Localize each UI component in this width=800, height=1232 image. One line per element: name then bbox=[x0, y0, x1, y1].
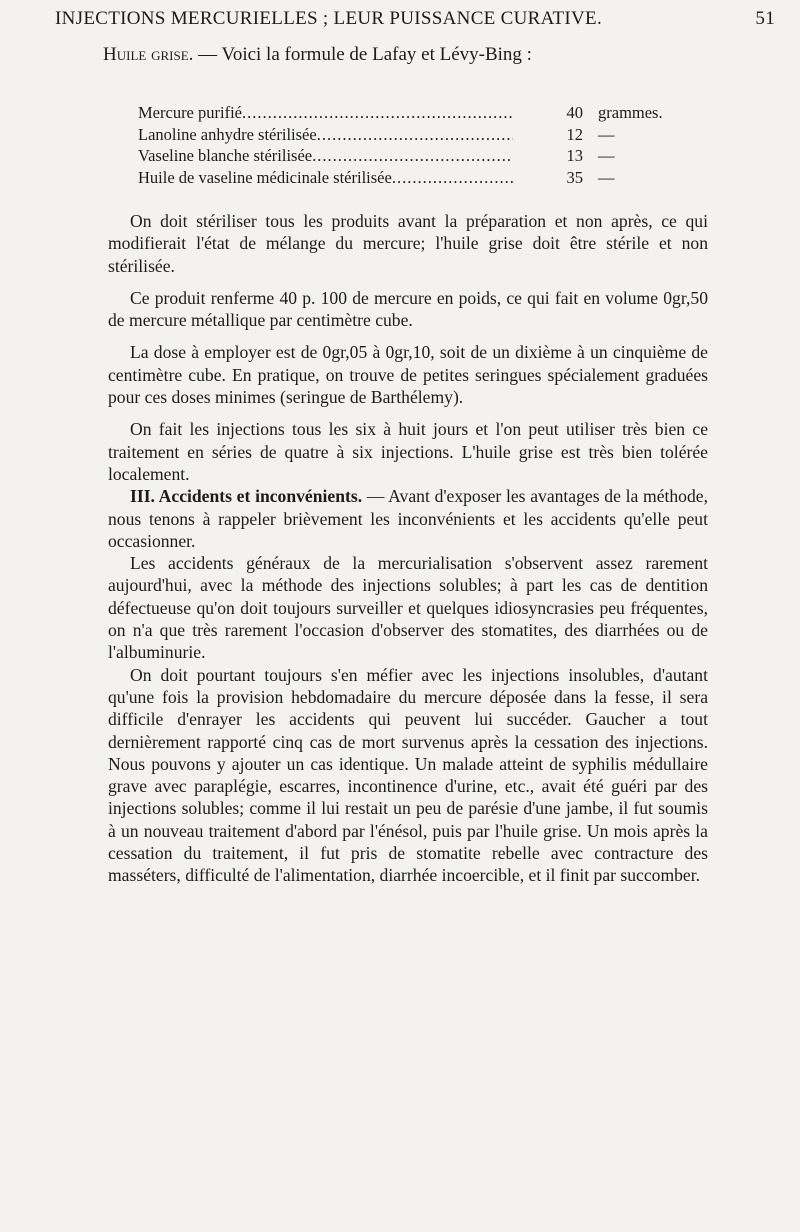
leader-dots bbox=[317, 124, 513, 146]
ingredient-quantity: 12 bbox=[566, 124, 583, 144]
body-text bbox=[108, 210, 708, 887]
paragraph: On fait les injections tous les six à huit jours et l'on peut utiliser très bien ce traitement en séries de quatre à six injections. L'huile grise est très bien tolérée localement. bbox=[108, 419, 708, 484]
paragraph: On doit stériliser tous les produits avant la préparation et non après, ce qui modifierait l'état de mélange du mercure; l'huile grise doit être stérile et non stérilisée. bbox=[108, 211, 708, 276]
formula-list bbox=[138, 102, 698, 188]
formula-row bbox=[138, 102, 698, 124]
ingredient-name: Vaseline blanche stérilisée bbox=[138, 146, 313, 165]
paragraph: On doit pourtant toujours s'en méfier avec les injections insolubles, d'autant qu'une fois la provision hebdomadaire du mercure déposée dans la fesse, il sera difficile d'enrayer les accidents qui peuvent lui succéder. Gaucher a tout dernièrement rapporté cinq cas de mort survenus après la cessation des injections. Nous pouvons y ajouter un cas identique. Un malade atteint de syphilis médullaire grave avec paraplégie, escarres, incontinence d'urine, etc., avait été guéri par des injections solubles; comme il lui restait un peu de parésie d'une jambe, il fut soumis à un nouveau traitement d'abord par l'énésol, puis par l'huile grise. Un mois après la cessation du traitement, il fut pris de stomatite rebelle avec contracture des masséters, difficulté de l'alimentation, diarrhée incoercible, et il finit par succomber. bbox=[108, 664, 708, 886]
paragraph: Ce produit renferme 40 p. 100 de mercure en poids, ce qui fait en volume 0gr,50 de mercure métallique par centimètre cube. bbox=[108, 287, 708, 331]
leader-dots bbox=[392, 167, 513, 189]
formula-intro bbox=[103, 44, 532, 66]
formula-row bbox=[138, 145, 698, 167]
paragraph-text: — Avant d'exposer les avantages de la méthode, nous tenons à rappeler brièvement les inconvénients et les accidents qu'elle peut occasionner. bbox=[108, 486, 708, 551]
ingredient-unit: — bbox=[598, 167, 615, 187]
section-paragraph bbox=[108, 485, 708, 552]
page-number: 51 bbox=[755, 8, 775, 29]
page-header-title: INJECTIONS MERCURIELLES ; LEUR PUISSANCE CURATIVE. bbox=[55, 8, 603, 29]
ingredient-name: Mercure purifié bbox=[138, 103, 242, 122]
formula-row bbox=[138, 124, 698, 146]
paragraph: La dose à employer est de 0gr,05 à 0gr,10, soit de un dixième à un cinquième de centimètre cube. En pratique, on trouve de petites seringues spécialement graduées pour ces doses minimes (seringue de Barthélemy). bbox=[108, 342, 708, 408]
ingredient-quantity: 13 bbox=[566, 146, 583, 165]
section-heading: III. Accidents et inconvénients. bbox=[130, 486, 363, 507]
ingredient-name: Lanoline anhydre stérilisée bbox=[138, 124, 317, 144]
formula-row bbox=[138, 167, 698, 189]
ingredient-quantity: 40 bbox=[566, 103, 583, 122]
leader-dots bbox=[312, 145, 513, 167]
ingredient-unit: grammes. bbox=[598, 103, 663, 122]
section-lead: Huile grise. bbox=[103, 44, 194, 65]
intro-text: — Voici la formule de Lafay et Lévy-Bing : bbox=[198, 44, 532, 65]
paragraph: Les accidents généraux de la mercurialisation s'observent assez rarement aujourd'hui, avec la méthode des injections solubles; à part les cas de dentition défectueuse qu'on doit toujours surveiller et quelques idiosyncrasies peu fréquentes, on n'a que très rarement l'occasion d'observer des stomatites, des diarrhées ou de l'albuminurie. bbox=[108, 553, 708, 663]
running-header bbox=[55, 8, 775, 30]
ingredient-unit: — bbox=[598, 146, 615, 165]
leader-dots bbox=[242, 102, 513, 124]
ingredient-name: Huile de vaseline médicinale stérilisée bbox=[138, 167, 392, 187]
ingredient-quantity: 35 bbox=[566, 167, 583, 187]
ingredient-unit: — bbox=[598, 124, 615, 144]
